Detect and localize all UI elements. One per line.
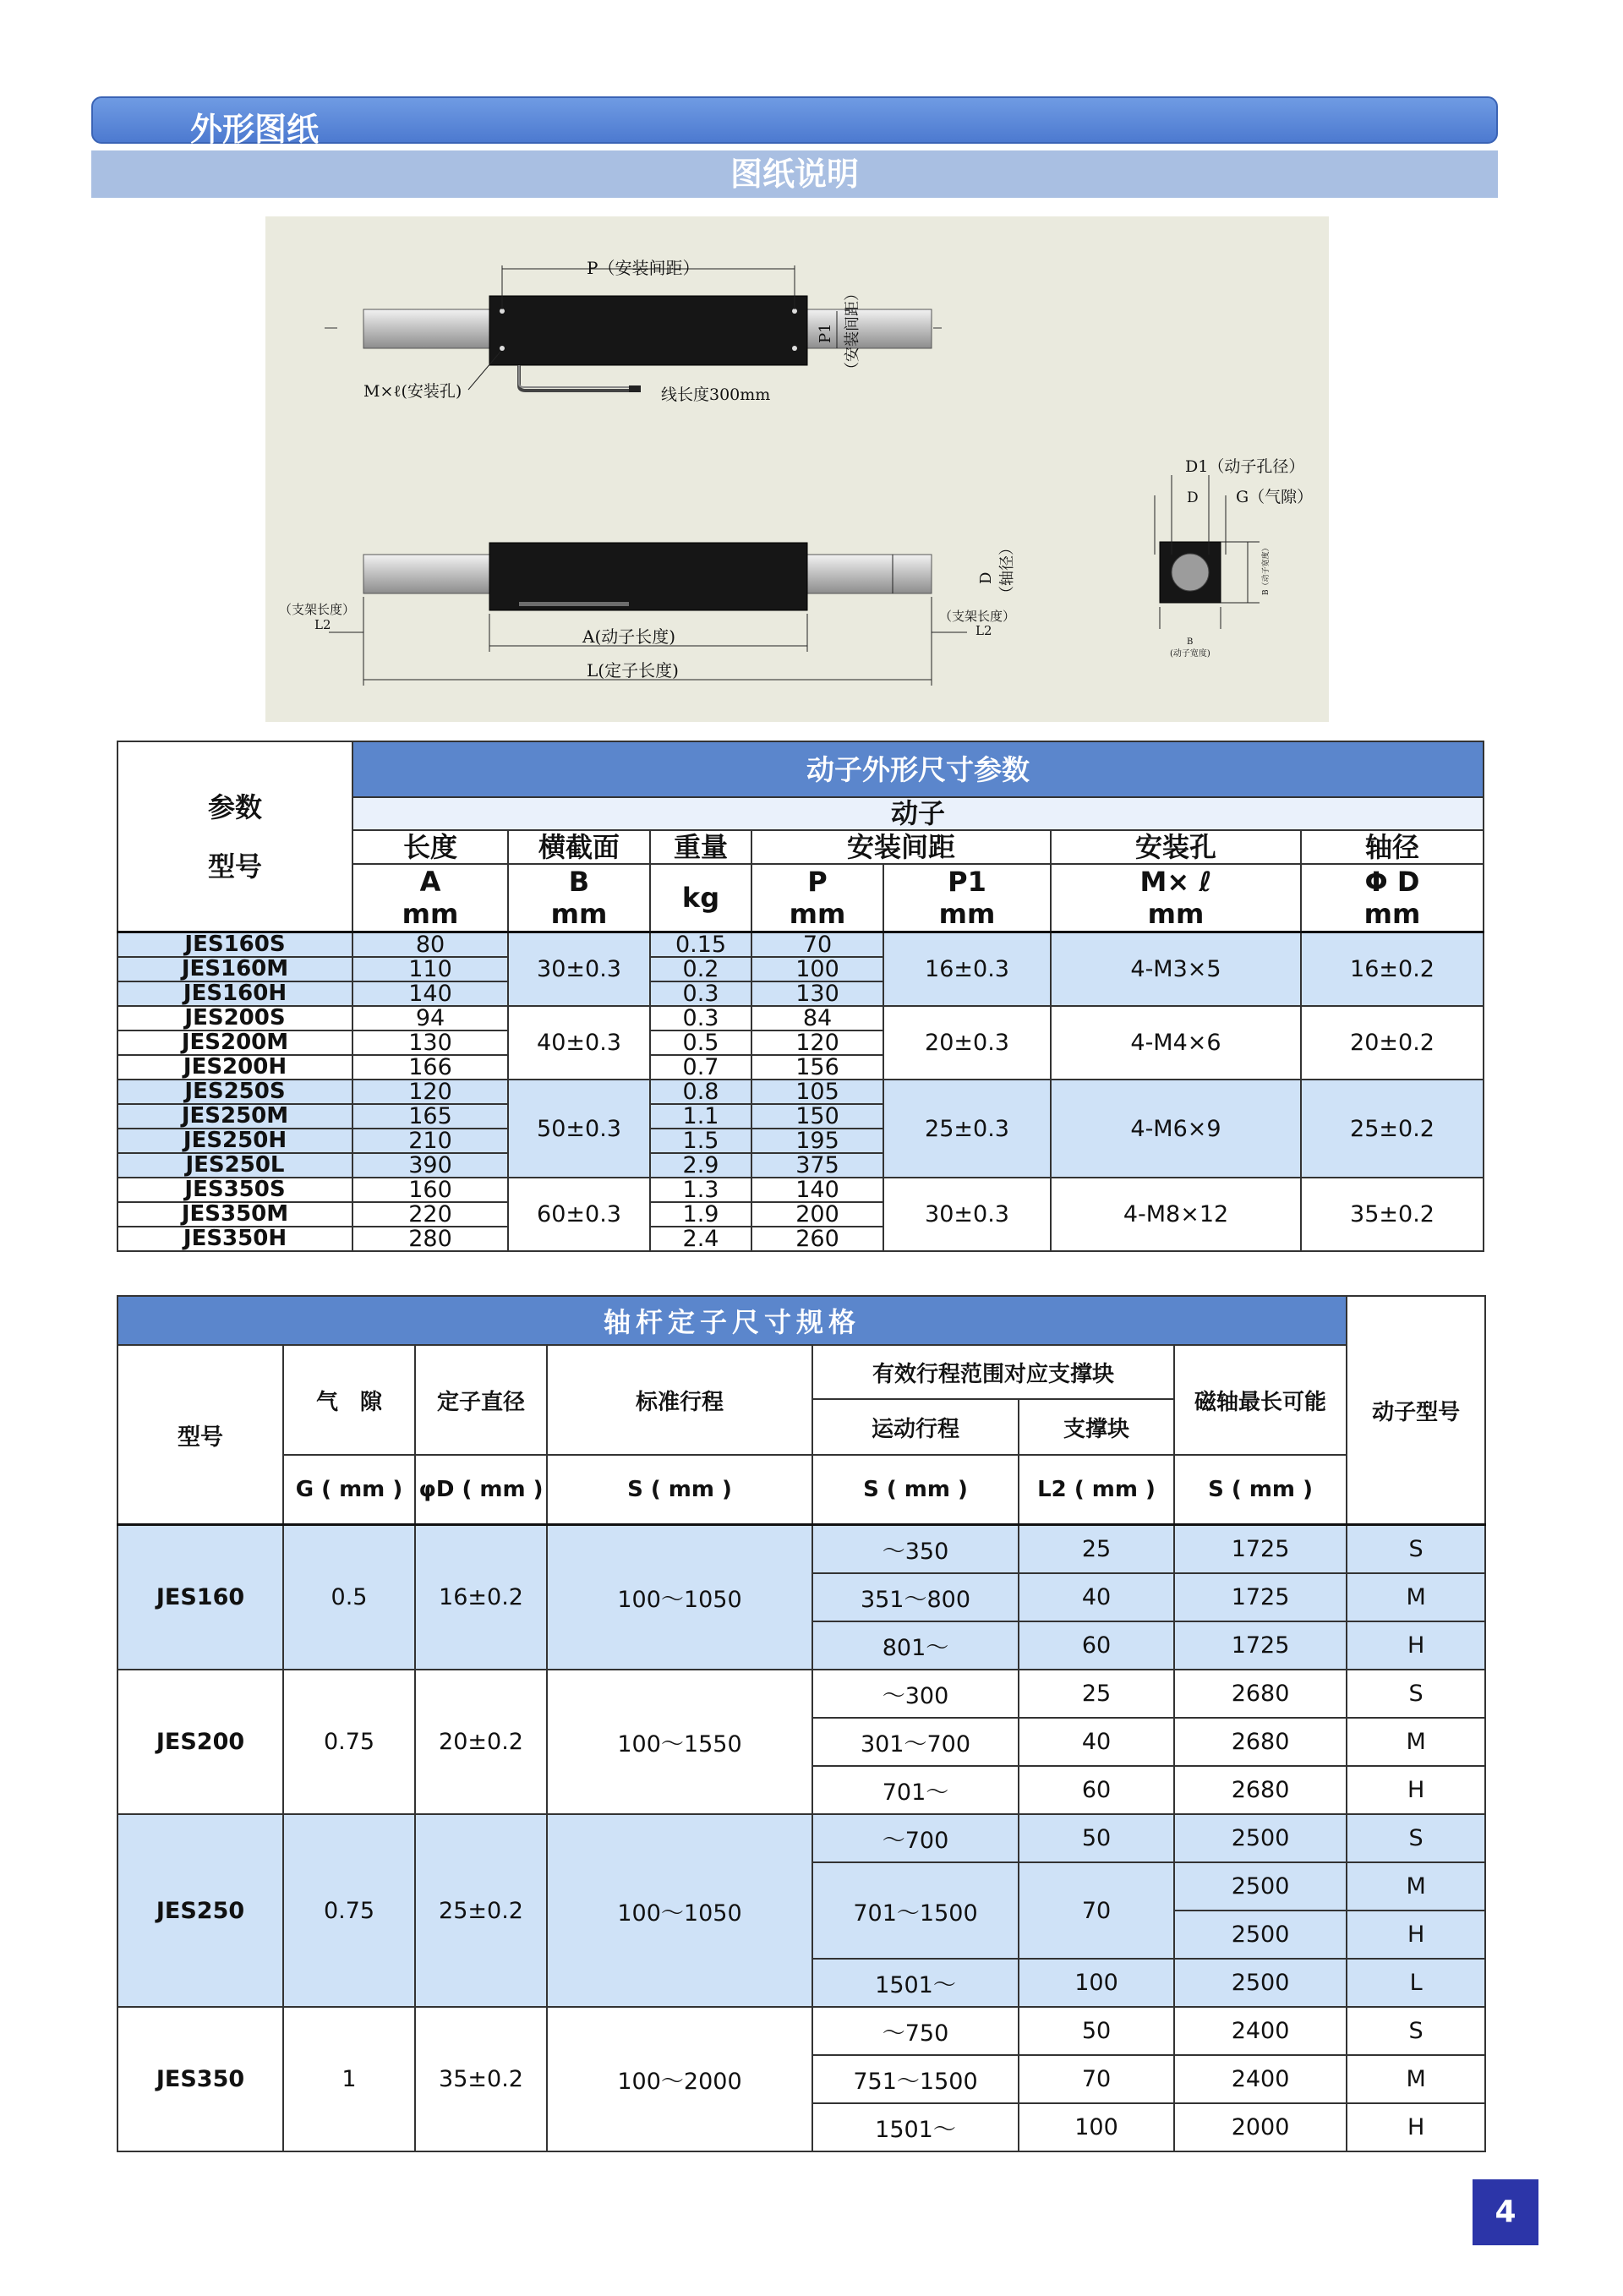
mover-cell: S [1347, 1670, 1485, 1718]
cross-section-cell: 50±0.3 [508, 1080, 650, 1178]
a-dimension-label: A(动子长度) [582, 626, 676, 647]
header-p1 [883, 864, 1051, 932]
p-cell: 260 [751, 1227, 883, 1251]
side-view [1155, 457, 1313, 659]
mover-group-label: 动子 [352, 797, 1484, 830]
mover-cell: M [1347, 2055, 1485, 2103]
mover-cell: S [1347, 2007, 1485, 2055]
p-cell: 100 [751, 957, 883, 981]
mover-cell: L [1347, 1959, 1485, 2007]
maxlen-cell: 2500 [1174, 1814, 1347, 1862]
shaft-cell: 35±0.2 [1301, 1178, 1484, 1251]
d1-label: D1（动子孔径） [1185, 457, 1305, 476]
p-cell: 105 [751, 1080, 883, 1104]
outline-drawing [265, 216, 1329, 722]
weight-cell: 1.1 [650, 1104, 751, 1129]
header-mount-spacing: 安装间距 [751, 830, 1051, 864]
header-mover-model: 动子型号 [1347, 1296, 1485, 1525]
header-mount-hole: 安装孔 [1051, 830, 1301, 864]
l2-left-label: （支架长度） [279, 602, 356, 617]
length-cell: 166 [352, 1055, 508, 1080]
model-cell: JES200H [117, 1055, 352, 1080]
table-row [117, 2007, 1485, 2055]
header-mxl [1051, 864, 1301, 932]
maxlen-cell: 2500 [1174, 1862, 1347, 1911]
model-cell: JES250L [117, 1153, 352, 1178]
length-cell: 94 [352, 1006, 508, 1030]
cross-section-cell: 40±0.3 [508, 1006, 650, 1080]
header-mxl-symbol: M× ℓ [1139, 866, 1212, 898]
weight-cell: 0.3 [650, 981, 751, 1006]
diameter-cell: 16±0.2 [415, 1525, 547, 1670]
p1-cell: 25±0.3 [883, 1080, 1051, 1178]
support-cell: 50 [1019, 2007, 1174, 2055]
support-cell: 100 [1019, 2103, 1174, 2151]
shaft-cell: 16±0.2 [1301, 932, 1484, 1007]
header-weight: 重量 [650, 830, 751, 864]
p-cell: 195 [751, 1129, 883, 1153]
header-support-unit: L2 ( mm ) [1019, 1455, 1174, 1525]
header-phid-symbol: Φ D [1364, 866, 1420, 898]
header-length: 长度 [352, 830, 508, 864]
motion-cell: 1501～ [812, 2103, 1019, 2151]
model-cell: JES200 [117, 1670, 283, 1814]
support-cell: 60 [1019, 1621, 1174, 1670]
model-cell: JES200M [117, 1030, 352, 1055]
header-motion-stroke: 运动行程 [812, 1399, 1019, 1455]
model-cell: JES160M [117, 957, 352, 981]
p1-cell: 30±0.3 [883, 1178, 1051, 1251]
header-p-symbol: P [807, 866, 828, 898]
motion-cell: 701～ [812, 1766, 1019, 1814]
weight-cell: 0.8 [650, 1080, 751, 1104]
hole-cell: 4-M6×9 [1051, 1080, 1301, 1178]
header-p [751, 864, 883, 932]
weight-cell: 0.7 [650, 1055, 751, 1080]
support-cell: 50 [1019, 1814, 1174, 1862]
motion-cell: ～350 [812, 1525, 1019, 1574]
d-dimension-label-2: （轴径） [998, 540, 1016, 601]
header-shaft-diameter: 轴径 [1301, 830, 1484, 864]
maxlen-cell: 2000 [1174, 2103, 1347, 2151]
length-cell: 130 [352, 1030, 508, 1055]
maxlen-cell: 1725 [1174, 1621, 1347, 1670]
table-row [117, 932, 1484, 958]
p-cell: 84 [751, 1006, 883, 1030]
table-row [117, 1006, 1484, 1030]
motion-cell: 1501～ [812, 1959, 1019, 2007]
support-cell: 25 [1019, 1670, 1174, 1718]
cable-length-label: 线长度300mm [661, 385, 771, 404]
mover-cell: H [1347, 1621, 1485, 1670]
l2-right-label-2: L2 [975, 623, 992, 638]
maxlen-cell: 2680 [1174, 1766, 1347, 1814]
gap-cell: 0.5 [283, 1525, 415, 1670]
header-support-block: 支撑块 [1019, 1399, 1174, 1455]
gap-label: G（气隙） [1236, 488, 1314, 506]
weight-cell: 0.15 [650, 932, 751, 958]
length-cell: 165 [352, 1104, 508, 1129]
model-cell: JES160 [117, 1525, 283, 1670]
hole-label: M×ℓ(安装孔) [363, 382, 462, 401]
length-cell: 210 [352, 1129, 508, 1153]
mover-cell: M [1347, 1862, 1485, 1911]
weight-cell: 0.2 [650, 957, 751, 981]
header-p1-symbol: P1 [948, 866, 986, 898]
header-b [508, 864, 650, 932]
model-cell: JES350 [117, 2007, 283, 2151]
maxlen-cell: 2500 [1174, 1911, 1347, 1959]
gap-cell: 0.75 [283, 1670, 415, 1814]
weight-cell: 2.9 [650, 1153, 751, 1178]
length-cell: 160 [352, 1178, 508, 1202]
weight-cell: 1.5 [650, 1129, 751, 1153]
section-banner [91, 96, 1498, 148]
length-cell: 80 [352, 932, 508, 958]
header-support-range: 有效行程范围对应支撑块 [812, 1345, 1174, 1399]
model-cell: JES250H [117, 1129, 352, 1153]
weight-cell: 2.4 [650, 1227, 751, 1251]
mover-cell: H [1347, 1766, 1485, 1814]
p-cell: 70 [751, 932, 883, 958]
header-phid-unit: mm [1363, 898, 1421, 930]
page-number: 4 [1473, 2179, 1538, 2245]
model-cell: JES250S [117, 1080, 352, 1104]
cross-section-cell: 60±0.3 [508, 1178, 650, 1251]
section-subtitle: 图纸说明 [91, 150, 1498, 198]
header-phid [1301, 864, 1484, 932]
length-cell: 120 [352, 1080, 508, 1104]
mover-dimension-table [117, 741, 1484, 1252]
motion-cell: ～750 [812, 2007, 1019, 2055]
maxlen-cell: 2500 [1174, 1959, 1347, 2007]
maxlen-cell: 1725 [1174, 1525, 1347, 1574]
mover-cell: S [1347, 1814, 1485, 1862]
motion-cell: 301～700 [812, 1718, 1019, 1766]
header-b-symbol: B [568, 866, 590, 898]
mover-cell: H [1347, 1911, 1485, 1959]
mover-cell: H [1347, 2103, 1485, 2151]
section-title: 外形图纸 [190, 111, 320, 148]
maxlen-cell: 1725 [1174, 1573, 1347, 1621]
header-standard-stroke: 标准行程 [547, 1345, 812, 1455]
p-dimension-label: P（安装间距） [587, 258, 700, 278]
header-stroke-unit: S ( mm ) [547, 1455, 812, 1525]
p-cell: 156 [751, 1055, 883, 1080]
model-cell: JES350M [117, 1202, 352, 1227]
diameter-cell: 35±0.2 [415, 2007, 547, 2151]
length-cell: 220 [352, 1202, 508, 1227]
weight-cell: 0.5 [650, 1030, 751, 1055]
header-p1-unit: mm [938, 898, 996, 930]
model-cell: JES160S [117, 932, 352, 958]
p-cell: 120 [751, 1030, 883, 1055]
model-cell: JES250 [117, 1814, 283, 2007]
maxlen-cell: 2400 [1174, 2055, 1347, 2103]
support-cell: 25 [1019, 1525, 1174, 1574]
mover-cell: S [1347, 1525, 1485, 1574]
weight-cell: 0.3 [650, 1006, 751, 1030]
maxlen-cell: 2680 [1174, 1718, 1347, 1766]
p1-cell: 16±0.3 [883, 932, 1051, 1007]
support-cell: 70 [1019, 2055, 1174, 2103]
header-cross-section: 横截面 [508, 830, 650, 864]
table1-title: 动子外形尺寸参数 [352, 741, 1484, 797]
model-cell: JES160H [117, 981, 352, 1006]
header-maxlen-unit: S ( mm ) [1174, 1455, 1347, 1525]
header-max-shaft-length: 磁轴最长可能 [1174, 1345, 1347, 1455]
l2-right-label: （支架长度） [939, 609, 1016, 624]
header-a [352, 864, 508, 932]
length-cell: 280 [352, 1227, 508, 1251]
motion-cell: 801～ [812, 1621, 1019, 1670]
header-model: 型号 [117, 1345, 283, 1525]
support-cell: 70 [1019, 1862, 1174, 1959]
header-a-unit: mm [402, 898, 459, 930]
b-bottom-label-2: (动子宽度) [1170, 649, 1210, 659]
stroke-cell: 100～1050 [547, 1525, 812, 1670]
stroke-cell: 100～1550 [547, 1670, 812, 1814]
header-gap-unit: G ( mm ) [283, 1455, 415, 1525]
motion-cell: ～300 [812, 1670, 1019, 1718]
p-cell: 150 [751, 1104, 883, 1129]
l2-left-label-2: L2 [314, 617, 331, 632]
b-side-label: B（动子宽度） [1262, 544, 1271, 595]
motion-cell: 351～800 [812, 1573, 1019, 1621]
maxlen-cell: 2680 [1174, 1670, 1347, 1718]
length-cell: 140 [352, 981, 508, 1006]
header-p-unit: mm [789, 898, 846, 930]
motion-cell: ～700 [812, 1814, 1019, 1862]
p1-dimension-label: P1 [817, 323, 834, 343]
maxlen-cell: 2400 [1174, 2007, 1347, 2055]
model-label: 型号 [207, 850, 262, 883]
length-cell: 110 [352, 957, 508, 981]
front-view [279, 540, 1016, 686]
table-row [117, 1525, 1485, 1574]
header-motion-unit: S ( mm ) [812, 1455, 1019, 1525]
motion-cell: 751～1500 [812, 2055, 1019, 2103]
param-label: 参数 [207, 790, 262, 823]
header-mxl-unit: mm [1147, 898, 1205, 930]
model-cell: JES200S [117, 1006, 352, 1030]
model-cell: JES350S [117, 1178, 352, 1202]
d-side-label: D [1187, 489, 1199, 506]
support-cell: 40 [1019, 1573, 1174, 1621]
table-row [117, 1814, 1485, 1862]
table-row [117, 1178, 1484, 1202]
gap-cell: 1 [283, 2007, 415, 2151]
shaft-cell: 20±0.2 [1301, 1006, 1484, 1080]
p-cell: 140 [751, 1178, 883, 1202]
l-dimension-label: L(定子长度) [587, 660, 679, 681]
param-model-corner [117, 741, 352, 932]
b-bottom-label: B [1187, 637, 1194, 647]
p-cell: 375 [751, 1153, 883, 1178]
header-gap: 气 隙 [283, 1345, 415, 1455]
shaft-cell: 25±0.2 [1301, 1080, 1484, 1178]
table-row [117, 1080, 1484, 1104]
header-diameter-unit: φD ( mm ) [415, 1455, 547, 1525]
stroke-cell: 100～1050 [547, 1814, 812, 2007]
header-a-symbol: A [419, 866, 441, 898]
header-b-unit: mm [550, 898, 608, 930]
weight-cell: 1.9 [650, 1202, 751, 1227]
p1-dimension-label-2: （安装间距） [844, 286, 861, 377]
stroke-cell: 100～2000 [547, 2007, 812, 2151]
weight-cell: 1.3 [650, 1178, 751, 1202]
header-kg: kg [650, 864, 751, 932]
diameter-cell: 20±0.2 [415, 1670, 547, 1814]
model-cell: JES250M [117, 1104, 352, 1129]
cross-section-cell: 30±0.3 [508, 932, 650, 1007]
p1-cell: 20±0.3 [883, 1006, 1051, 1080]
header-stator-diameter: 定子直径 [415, 1345, 547, 1455]
p-cell: 200 [751, 1202, 883, 1227]
model-cell: JES350H [117, 1227, 352, 1251]
hole-cell: 4-M4×6 [1051, 1006, 1301, 1080]
length-cell: 390 [352, 1153, 508, 1178]
hole-cell: 4-M3×5 [1051, 932, 1301, 1007]
support-cell: 100 [1019, 1959, 1174, 2007]
mover-cell: M [1347, 1718, 1485, 1766]
p-cell: 130 [751, 981, 883, 1006]
motion-cell: 701～1500 [812, 1862, 1019, 1959]
d-dimension-label: D [977, 571, 995, 584]
table-row [117, 1670, 1485, 1718]
support-cell: 60 [1019, 1766, 1174, 1814]
table2-title: 轴杆定子尺寸规格 [117, 1296, 1347, 1345]
stator-spec-table [117, 1295, 1486, 2152]
gap-cell: 0.75 [283, 1814, 415, 2007]
mover-cell: M [1347, 1573, 1485, 1621]
diameter-cell: 25±0.2 [415, 1814, 547, 2007]
support-cell: 40 [1019, 1718, 1174, 1766]
top-view [325, 258, 942, 404]
hole-cell: 4-M8×12 [1051, 1178, 1301, 1251]
